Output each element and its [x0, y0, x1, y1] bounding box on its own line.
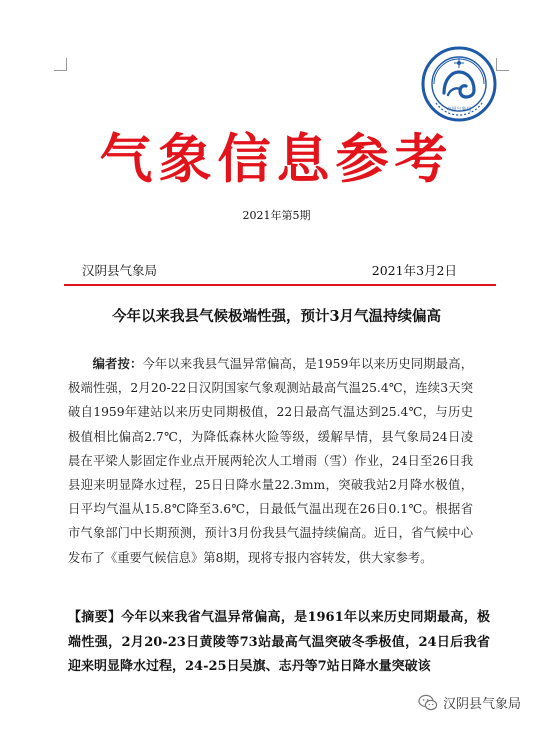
wechat-watermark	[418, 693, 521, 712]
watermark-text: 汉阴县气象局	[443, 697, 522, 712]
editor-note	[68, 352, 473, 570]
masthead-title: 气象信息参考	[99, 129, 454, 190]
wechat-icon	[418, 694, 438, 712]
issue-number: 2021年第5期	[242, 209, 311, 222]
article-headline: 今年以来我县气候极端性强，预计3月气温持续偏高	[111, 308, 442, 325]
red-divider	[64, 284, 496, 286]
editor-note-lead: 编者按：	[92, 356, 143, 371]
issue-date: 2021年3月2日	[371, 263, 457, 278]
meteorological-agency-emblem-icon	[420, 45, 498, 123]
abstract-paragraph: 【摘要】今年以来我省气温异常偏高，是1961年以来历史同期最高，极端性强，2月20-23日黄陵等73站最高气温突破冬季极值，24日后我省迎来明显降水过程，24-25日吴旗、志丹等7站日降水量突破该	[68, 610, 490, 674]
crop-mark-top-left	[54, 58, 67, 71]
editor-note-body: 今年以来我县气温异常偏高，是1959年以来历史同期最高，极端性强，2月20-22日汉阴国家气象观测站最高气温25.4℃，连续3天突破自1959年建站以来历史同期极值，22日最高气温达到25.4℃，与历史极值相比偏高2.7℃，为降低森林火险等级，缓解旱情，县气象局24日凌晨在平梁人影固定作业点开展两轮次人工增雨（雪）作业，24日至26日我县迎来明显降水过程，25日日降水量22.3mm，突破我站2月降水极值，日平均气温从15.8℃降至3.6℃，日最低气温出现在26日0.1℃。根据省市气象部门中长期预测，预计3月份我县气温持续偏高。近日，省气候中心发布了《重要气候信息》第8期，现将专报内容转发，供大家参考。	[68, 357, 473, 565]
logo-text: 中国气象局	[446, 107, 472, 113]
issuing-agency: 汉阴县气象局	[82, 263, 158, 278]
